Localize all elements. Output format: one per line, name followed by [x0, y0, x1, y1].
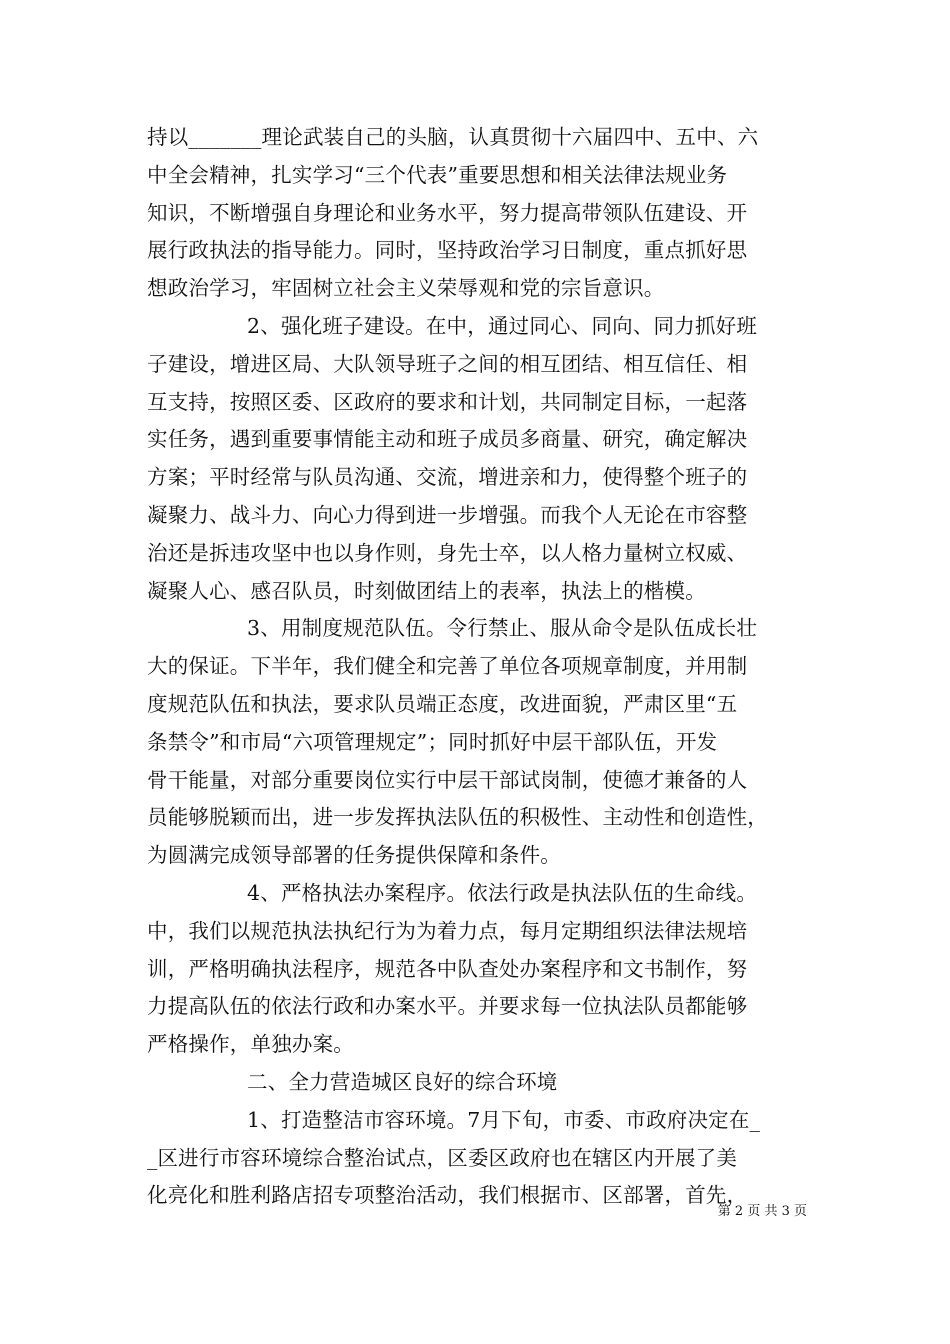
- text-line: _区进行市容环境综合整治试点，区委区政府也在辖区内开展了美: [147, 1146, 738, 1170]
- text-line: 3、用制度规范队伍。令行禁止、服从命令是队伍成长壮: [247, 616, 758, 640]
- text-line: 条禁令”和市局“六项管理规定”；同时抓好中层干部队伍，开发: [147, 730, 718, 754]
- text-line: 度规范队伍和执法，要求队员端正态度，改进面貌，严肃区里“五: [147, 692, 738, 716]
- text-line: 骨干能量，对部分重要岗位实行中层干部试岗制，使德才兼备的人: [147, 768, 748, 792]
- text-line: 持以_______理论武装自己的头脑，认真贯彻十六届四中、五中、六: [147, 125, 759, 149]
- text-line: 2、强化班子建设。在中，通过同心、同向、同力抓好班: [247, 314, 758, 338]
- text-line: 子建设，增进区局、大队领导班子之间的相互团结、相互信任、相: [147, 352, 748, 376]
- text-line: 中全会精神，扎实学习“三个代表”重要思想和相关法律法规业务: [147, 163, 728, 187]
- text-line: 凝聚力、战斗力、向心力得到进一步增强。而我个人无论在市容整: [147, 503, 748, 527]
- text-line: 为圆满完成领导部署的任务提供保障和条件。: [147, 843, 561, 867]
- text-line: 化亮化和胜利路店招专项整治活动，我们根据市、区部署，首先，: [147, 1183, 748, 1207]
- text-line: 凝聚人心、感召队员，时刻做团结上的表率，执法上的楷模。: [147, 579, 706, 603]
- text-line: 1、打造整洁市容环境。7月下旬，市委、市政府决定在_: [247, 1108, 761, 1132]
- text-line: 4、严格执法办案程序。依法行政是执法队伍的生命线。: [247, 881, 758, 905]
- text-line: 中，我们以规范执法执纪行为为着力点，每月定期组织法律法规培: [147, 919, 748, 943]
- text-line: 展行政执法的指导能力。同时，坚持政治学习日制度，重点抓好思: [147, 238, 748, 262]
- text-line: 训，严格明确执法程序，规范各中队查处办案程序和文书制作，努: [147, 957, 748, 981]
- text-line: 员能够脱颖而出，进一步发挥执法队伍的积极性、主动性和创造性，: [147, 805, 768, 829]
- section-heading: 二、全力营造城区良好的综合环境: [247, 1070, 558, 1094]
- text-line: 力提高队伍的依法行政和办案水平。并要求每一位执法队员都能够: [147, 994, 748, 1018]
- text-line: 严格操作，单独办案。: [147, 1032, 354, 1056]
- page-number-footer: 第 2 页 共 3 页: [717, 1204, 807, 1219]
- text-line: 知识，不断增强自身理论和业务水平，努力提高带领队伍建设、开: [147, 201, 748, 225]
- text-line: 实任务，遇到重要事情能主动和班子成员多商量、研究，确定解决: [147, 427, 748, 451]
- text-line: 治还是拆违攻坚中也以身作则，身先士卒，以人格力量树立权威、: [147, 541, 748, 565]
- text-line: 想政治学习，牢固树立社会主义荣辱观和党的宗旨意识。: [147, 276, 665, 300]
- text-line: 互支持，按照区委、区政府的要求和计划，共同制定目标，一起落: [147, 390, 748, 414]
- text-line: 大的保证。下半年，我们健全和完善了单位各项规章制度，并用制: [147, 654, 748, 678]
- text-line: 方案；平时经常与队员沟通、交流，增进亲和力，使得整个班子的: [147, 465, 748, 489]
